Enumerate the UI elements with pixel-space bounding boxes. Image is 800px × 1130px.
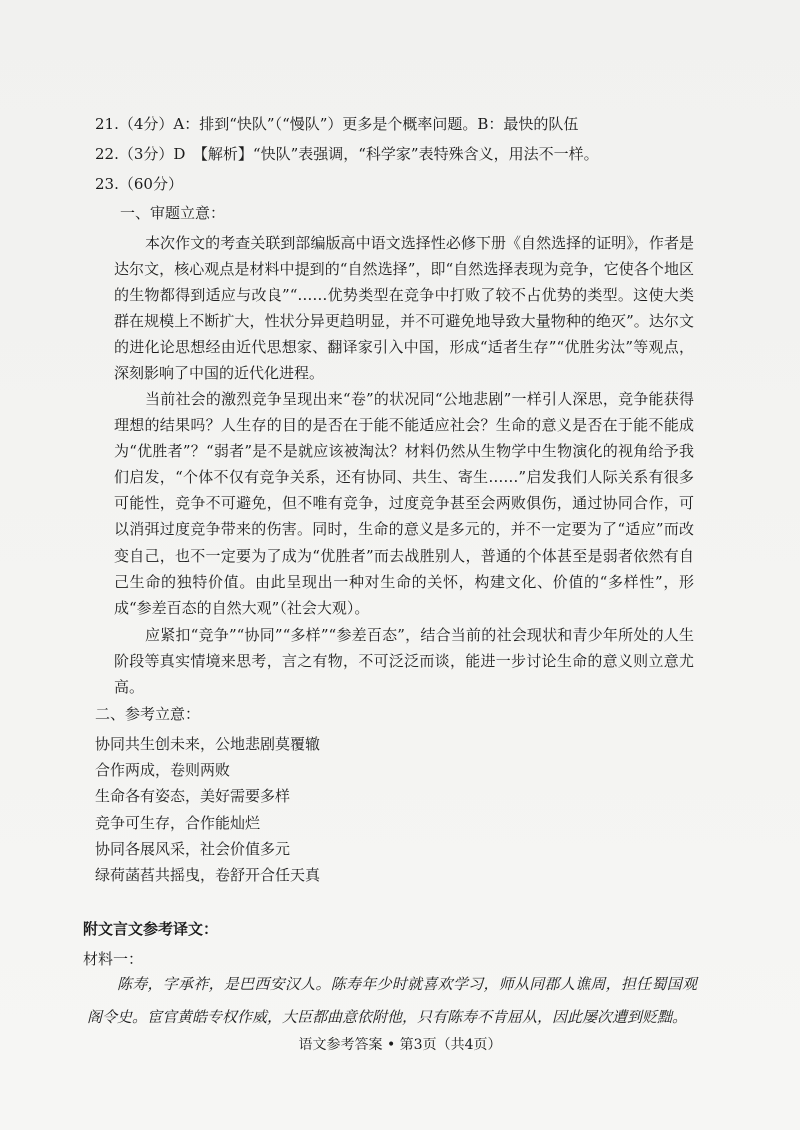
answer-21: 21.（4分）A：排到“快队”（“慢队”）更多是个概率问题。B：最快的队伍 [95, 115, 579, 133]
paragraph-1: 本次作文的考查关联到部编版高中语文选择性必修下册《自然选择的证明》，作者是达尔文，核心观点是材料中提到的“自然选择”，即“自然选择表现为竞争，它使各个地区的生物都得到适应与改良”“……优势类型在竞争中打败了较不占优势的类型。这使大类群在规模上不断扩大，性状分异更趋明显，并不可避免地导致大量物种的绝灭”。达尔文的进化论思想经由近代思想家、翻译家引入中国，形成“适者生存”“优胜劣汰”等观点，深刻影响了中国的近代化进程。 [114, 234, 694, 383]
reference-title-list [95, 731, 320, 888]
translation-text: 陈寿，字承祚，是巴西安汉人。陈寿年少时就喜欢学习，师从同郡人谯周，担任蜀国观阁令史。宦官黄皓专权作威，大臣都曲意依附他，只有陈寿不肯屈从，因此屡次遭到贬黜。 [87, 975, 697, 1026]
appendix-title: 附文言文参考译文： [83, 920, 219, 938]
reference-title: 绿荷菡萏共摇曳，卷舒开合任天真 [95, 866, 321, 885]
reference-title: 协同共生创未来，公地悲剧莫覆辙 [95, 735, 321, 753]
material-label: 材料一： [83, 950, 144, 968]
reference-title: 竞争可生存，合作能灿烂 [95, 813, 261, 832]
paragraph-3: 应紧扣“竞争”“协同”“多样”“参差百态”，结合当前的社会现状和青少年所处的人生阶段等真实情境来思考，言之有物，不可泛泛而谈，能进一步讨论生命的意义则立意尤高。 [114, 626, 694, 697]
section1-heading: 一、审题立意： [120, 204, 226, 222]
answer-23: 23.（60分） [95, 175, 183, 193]
page-footer: 语文参考答案 • 第3页（共4页） [298, 1037, 502, 1053]
reference-title: 生命各有姿态，美好需要多样 [95, 787, 291, 806]
paragraph-2: 当前社会的激烈竞争呈现出来“卷”的状况同“公地悲剧”一样引人深思，竞争能获得理想的结果吗？人生存的目的是否在于能不能适应社会？生命的意义是否在于能不能成为“优胜者”？“弱者”是不是就应该被淘汰？材料仍然从生物学中生物演化的视角给予我们启发，“个体不仅有竞争关系，还有协同、共生、寄生……”启发我们人际关系有很多可能性，竞争不可避免，但不唯有竞争，过度竞争甚至会两败俱伤，通过协同合作，可以消弭过度竞争带来的伤害。同时，生命的意义是多元的，并不一定要为了“适应”而改变自己，也不一定要为了成为“优胜者”而去战胜别人，普通的个体甚至是弱者依然有自己生命的独特价值。由此呈现出一种对生命的关怀，构建文化、价值的“多样性”，形成“参差百态的自然大观”（社会大观）。 [114, 390, 694, 617]
reference-title: 协同各展风采，社会价值多元 [95, 839, 291, 858]
section2-heading: 二、参考立意： [95, 705, 201, 723]
reference-title: 合作两成，卷则两败 [95, 761, 231, 780]
answer-22: 22.（3分）D 【解析】“快队”表强调，“科学家”表特殊含义，用法不一样。 [95, 145, 599, 163]
